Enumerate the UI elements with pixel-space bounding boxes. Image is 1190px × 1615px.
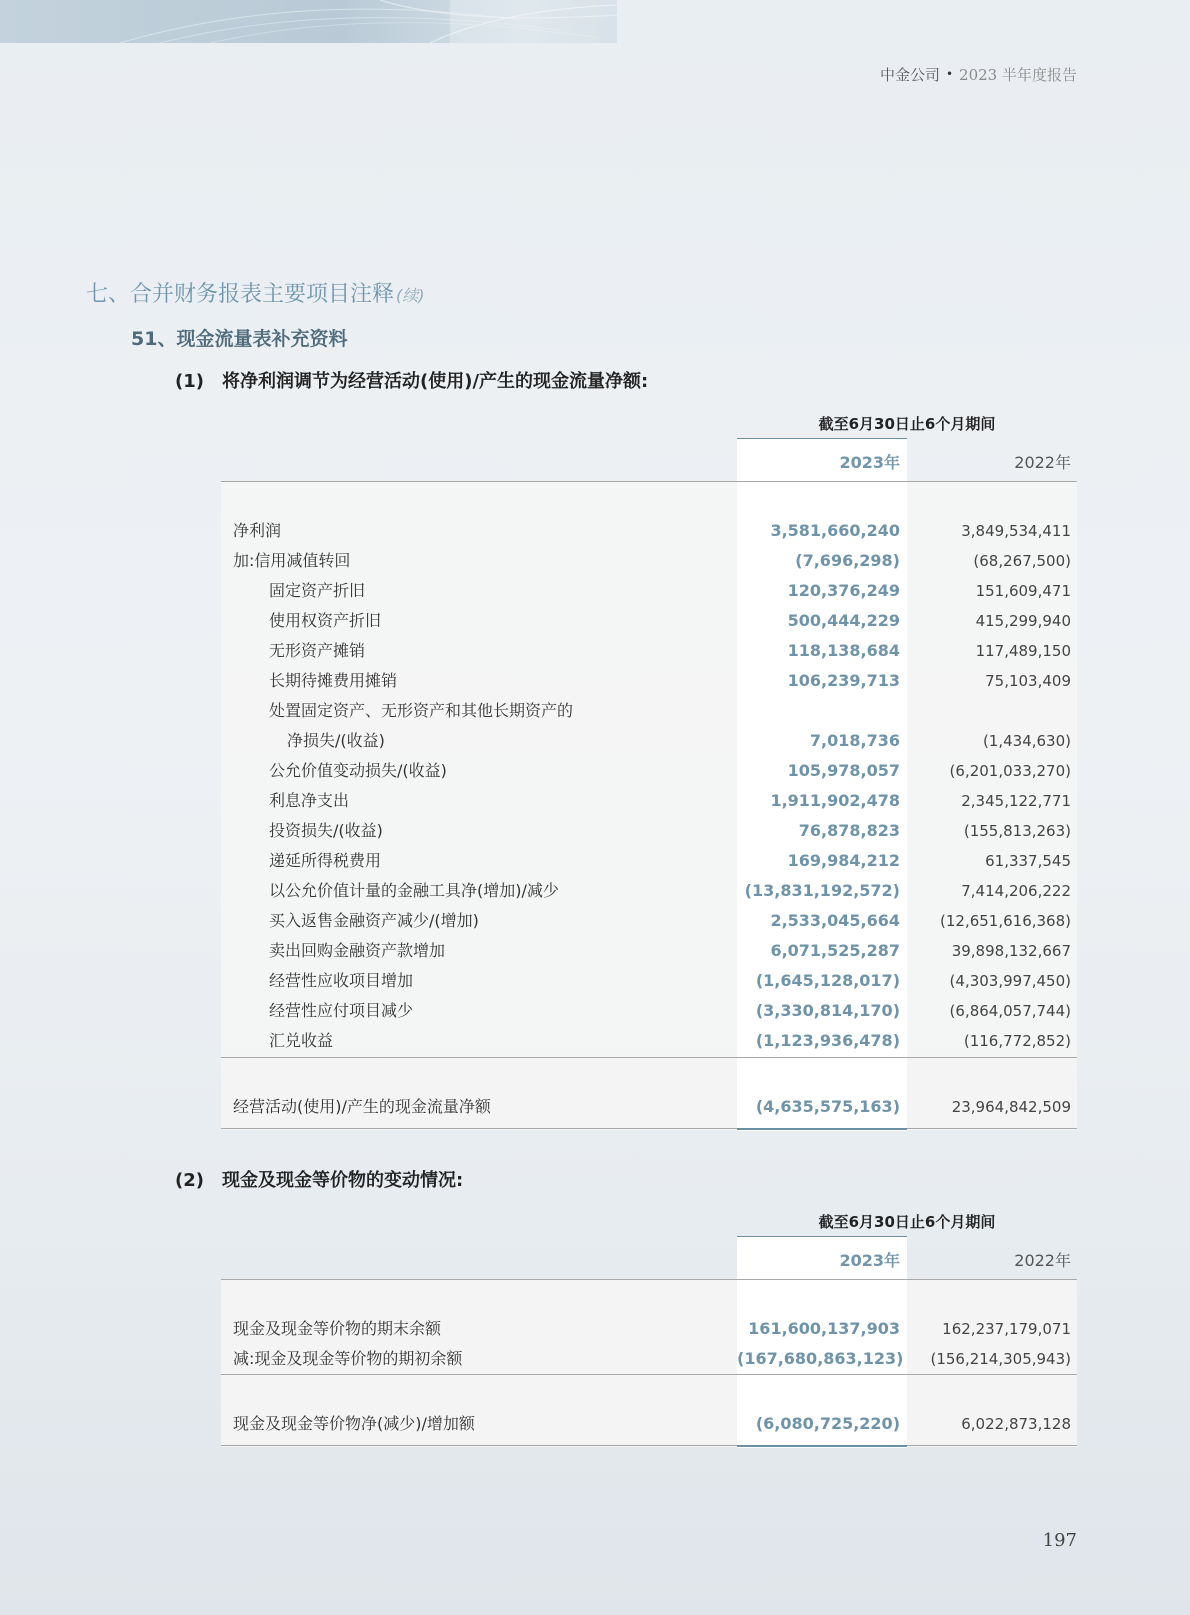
row-value-2022: 7,414,206,222 <box>961 882 1071 900</box>
total-label: 经营活动(使用)/产生的现金流量净额 <box>233 1097 491 1116</box>
row-value-2022: (6,864,057,744) <box>949 1002 1071 1020</box>
table-row <box>221 666 1077 696</box>
report-name: 2023 半年度报告 <box>959 66 1077 84</box>
table-row <box>221 546 1077 576</box>
total-underline <box>737 1128 907 1130</box>
row-label: 处置固定资产、无形资产和其他长期资产的 <box>269 701 574 720</box>
table-row <box>221 1314 1077 1344</box>
part2-number: (2) <box>175 1170 204 1191</box>
part2-title-text: 现金及现金等价物的变动情况: <box>222 1170 464 1191</box>
table-row <box>221 966 1077 996</box>
row-label: 现金及现金等价物的期末余额 <box>233 1319 442 1338</box>
table-row <box>221 996 1077 1026</box>
header-rule <box>221 481 1077 482</box>
row-value-2022: 3,849,534,411 <box>961 522 1071 540</box>
row-value-2022: 415,299,940 <box>975 612 1071 630</box>
row-value-2023: (167,680,863,123) <box>737 1349 904 1368</box>
table-total-row <box>221 1092 1077 1122</box>
table-row <box>221 1026 1077 1056</box>
row-label: 投资损失/(收益) <box>269 821 383 840</box>
part1-period-label: 截至6月30日止6个月期间 <box>818 415 996 433</box>
row-label: 买入返售金融资产减少/(增加) <box>269 911 479 930</box>
row-label: 经营性应付项目减少 <box>269 1001 414 1020</box>
section-title-continued: (续) <box>396 286 425 305</box>
header-separator: • <box>945 67 954 81</box>
total-2022: 23,964,842,509 <box>951 1098 1071 1116</box>
subtotal-rule <box>221 1374 1077 1375</box>
note-title: 51、现金流量表补充资料 <box>131 328 348 350</box>
section-title <box>86 277 425 308</box>
year-2022-header: 2022年 <box>1014 453 1071 472</box>
row-value-2022: 117,489,150 <box>975 642 1071 660</box>
year-2023-header: 2023年 <box>839 1251 900 1270</box>
row-value-2022: 2,345,122,771 <box>961 792 1071 810</box>
row-value-2022: (155,813,263) <box>963 822 1071 840</box>
row-label: 汇兑收益 <box>269 1031 334 1050</box>
table-row <box>221 606 1077 636</box>
row-value-2023: 118,138,684 <box>787 641 900 660</box>
row-label: 无形资产摊销 <box>269 641 366 660</box>
bottom-rule <box>221 1445 1077 1446</box>
table-row <box>221 876 1077 906</box>
part1-title-text: 将净利润调节为经营活动(使用)/产生的现金流量净额: <box>222 371 649 392</box>
row-value-2023: (1,645,128,017) <box>755 971 900 990</box>
table-row <box>221 756 1077 786</box>
part2-table <box>221 1236 1077 1447</box>
table-row <box>221 696 1077 726</box>
company-name: 中金公司 <box>879 66 940 84</box>
bottom-rule <box>221 1128 1077 1129</box>
row-value-2023: 120,376,249 <box>787 581 900 600</box>
row-label: 递延所得税费用 <box>269 851 382 870</box>
row-label: 减:现金及现金等价物的期初余额 <box>233 1349 463 1368</box>
row-label: 卖出回购金融资产款增加 <box>269 941 446 960</box>
row-label: 净损失/(收益) <box>287 731 385 750</box>
row-value-2023: 161,600,137,903 <box>748 1319 900 1338</box>
row-value-2023: (13,831,192,572) <box>744 881 900 900</box>
table-row <box>221 636 1077 666</box>
row-value-2023: 76,878,823 <box>798 821 900 840</box>
table-row <box>221 786 1077 816</box>
table-row <box>221 846 1077 876</box>
row-label: 加:信用减值转回 <box>233 551 351 570</box>
year-2023-header: 2023年 <box>839 453 900 472</box>
row-value-2023: 7,018,736 <box>809 731 900 750</box>
total-2022: 6,022,873,128 <box>961 1415 1071 1433</box>
row-value-2023: 2,533,045,664 <box>770 911 900 930</box>
row-value-2022: (156,214,305,943) <box>930 1350 1071 1368</box>
row-value-2023: 3,581,660,240 <box>770 521 900 540</box>
row-label: 使用权资产折旧 <box>269 611 382 630</box>
subtotal-rule <box>221 1057 1077 1058</box>
table-row <box>221 576 1077 606</box>
part2-period-label: 截至6月30日止6个月期间 <box>818 1213 996 1231</box>
total-2023: (4,635,575,163) <box>755 1097 900 1116</box>
year-2022-header: 2022年 <box>1014 1251 1071 1270</box>
row-label: 利息净支出 <box>269 791 350 810</box>
row-value-2022: 39,898,132,667 <box>951 942 1071 960</box>
running-header <box>880 64 1077 85</box>
part1-number: (1) <box>175 371 204 392</box>
row-value-2022: (1,434,630) <box>982 732 1071 750</box>
table-row <box>221 1344 1077 1374</box>
total-label: 现金及现金等价物净(减少)/增加额 <box>233 1414 475 1433</box>
part1-table <box>221 438 1077 1130</box>
row-value-2022: (6,201,033,270) <box>949 762 1071 780</box>
row-value-2022: 151,609,471 <box>975 582 1071 600</box>
row-value-2023: 105,978,057 <box>787 761 900 780</box>
page-number: 197 <box>1042 1530 1077 1551</box>
row-value-2023: (1,123,936,478) <box>755 1031 900 1050</box>
row-value-2023: (3,330,814,170) <box>755 1001 900 1020</box>
row-value-2023: 169,984,212 <box>787 851 900 870</box>
row-value-2023: 106,239,713 <box>787 671 900 690</box>
row-value-2022: (68,267,500) <box>973 552 1071 570</box>
row-value-2022: 61,337,545 <box>985 852 1071 870</box>
row-value-2022: (4,303,997,450) <box>949 972 1071 990</box>
total-2023: (6,080,725,220) <box>755 1414 900 1433</box>
table-row <box>221 726 1077 756</box>
top-banner-image <box>0 0 617 43</box>
row-value-2023: (7,696,298) <box>795 551 900 570</box>
table-row <box>221 906 1077 936</box>
row-value-2023: 6,071,525,287 <box>770 941 900 960</box>
row-value-2022: (116,772,852) <box>963 1032 1071 1050</box>
row-label: 固定资产折旧 <box>269 581 366 600</box>
row-label: 长期待摊费用摊销 <box>269 671 398 690</box>
header-rule <box>221 1279 1077 1280</box>
row-label: 经营性应收项目增加 <box>269 971 414 990</box>
row-value-2022: 75,103,409 <box>985 672 1071 690</box>
total-underline <box>737 1445 907 1447</box>
part2-title <box>175 1166 463 1192</box>
table-row <box>221 816 1077 846</box>
row-value-2022: (12,651,616,368) <box>940 912 1071 930</box>
part1-title <box>175 367 648 393</box>
row-label: 公允价值变动损失/(收益) <box>269 761 447 780</box>
row-value-2022: 162,237,179,071 <box>942 1320 1071 1338</box>
row-label: 净利润 <box>233 521 282 540</box>
table-row <box>221 516 1077 546</box>
row-value-2023: 1,911,902,478 <box>770 791 900 810</box>
table-total-row <box>221 1409 1077 1439</box>
table-row <box>221 936 1077 966</box>
row-label: 以公允价值计量的金融工具净(增加)/减少 <box>269 881 559 900</box>
section-title-text: 七、合并财务报表主要项目注释 <box>86 282 395 307</box>
row-value-2023: 500,444,229 <box>787 611 900 630</box>
